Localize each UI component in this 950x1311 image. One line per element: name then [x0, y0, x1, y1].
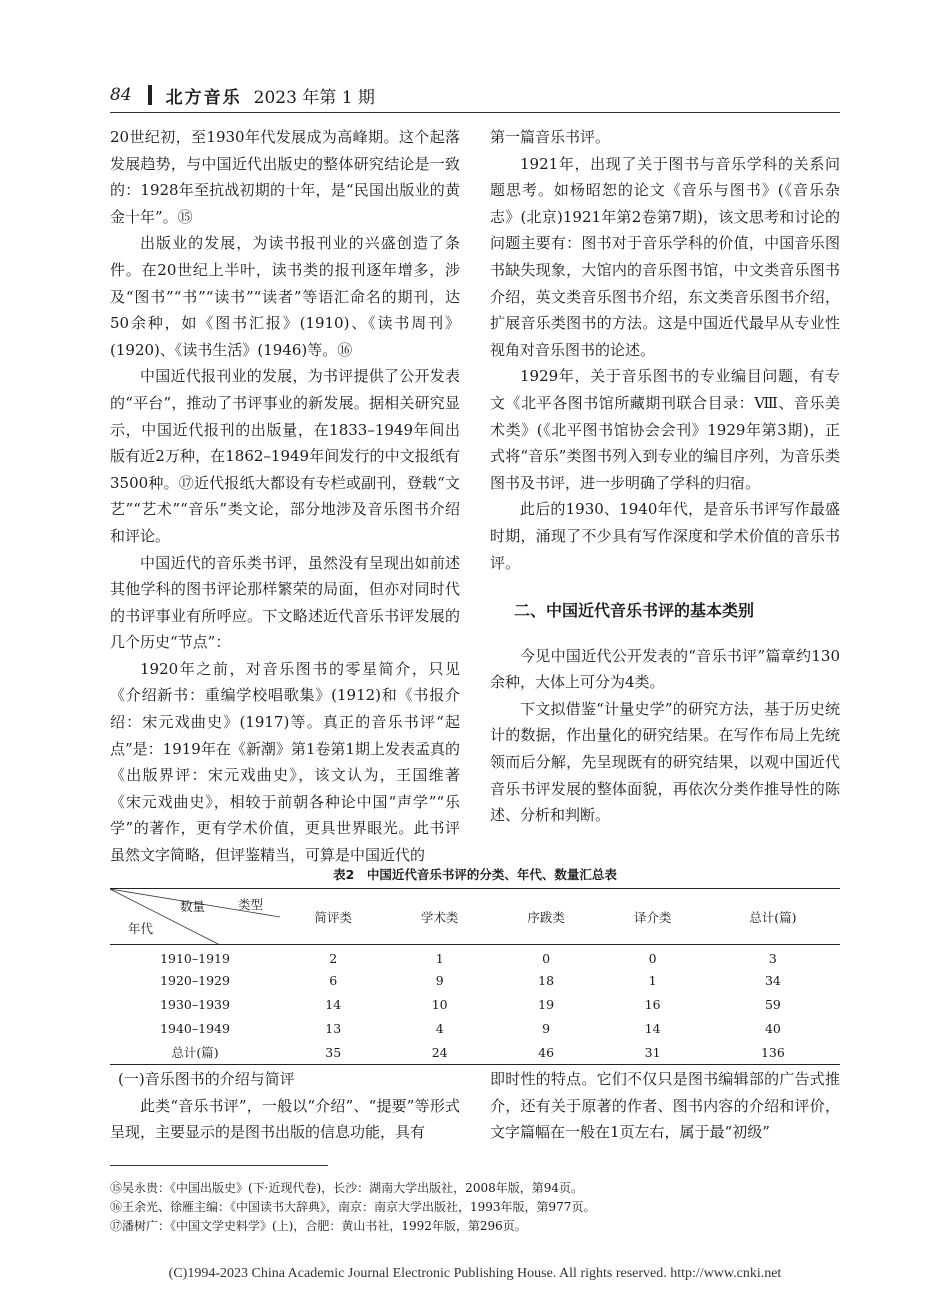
- journal-issue: 2023 年第 1 期: [253, 87, 375, 108]
- row-label: 总计(篇): [171, 1045, 219, 1061]
- corner-era-label: 年代: [128, 921, 154, 936]
- footnote: ⑯王余光、徐雁主编：《中国读书大辞典》，南京：南京大学出版社，1993年版，第977页。: [110, 1200, 596, 1214]
- right-column-upper: [490, 124, 840, 829]
- row-label: 1940–1949: [160, 1021, 230, 1036]
- corner-count-label: 数量: [180, 899, 206, 914]
- section-heading: 二、中国近代音乐书评的基本类别: [514, 601, 755, 621]
- paragraph: 今见中国近代公开发表的“音乐书评”篇章约130余种，大体上可分为4类。: [490, 646, 840, 692]
- paragraph: 1929年，关于音乐图书的专业编目问题，有专文《北平各图书馆所藏期刊联合目录：Ⅷ、音乐美术类》(《北平图书馆协会会刊》1929年第3期)，正式将“音乐”类图书列入到专业的编目序列，为音乐类图书及书评，进一步明确了学科的归宿。: [490, 367, 840, 492]
- table-cell: 24: [431, 1044, 448, 1060]
- column-header: 译介类: [633, 909, 672, 925]
- table-cell: 0: [648, 951, 657, 967]
- table-row: [110, 945, 840, 969]
- paragraph: 1921年，出现了关于图书与音乐学科的关系问题思考。如杨昭恕的论文《音乐与图书》(《音乐杂志》(北京)1921年第2卷第7期)，该文思考和讨论的问题主要有：图书对于音乐学科的价值，中国音乐图书缺失现象，大馆内的音乐图书馆，中文类音乐图书介绍，英文类音乐图书介绍，东文类音乐图书介绍，扩展音乐类图书的方法。这是中国近代最早从专业性视角对音乐图书的论述。: [490, 154, 840, 359]
- paragraph: 20世纪初，至1930年代发展成为高峰期。这个起落发展趋势，与中国近代出版史的整体研究结论是一致的：1928年至抗战初期的十年，是“民国出版业的黄金十年”。⑮: [110, 128, 460, 226]
- header-divider-bar: [148, 85, 152, 105]
- footnote: ⑰潘树广：《中国文学史料学》(上)，合肥：黄山书社，1992年版，第296页。: [110, 1219, 527, 1233]
- table-cell: 40: [764, 1021, 781, 1036]
- table-header-row: [110, 889, 840, 945]
- left-column-lower: [110, 1066, 460, 1146]
- table-cell: 31: [644, 1044, 661, 1060]
- paragraph: 中国近代的音乐类书评，虽然没有呈现出如前述其他学科的图书评论那样繁荣的局面，但亦对同时代的书评事业有所呼应。下文略述近代音乐书评发展的几个历史“节点”：: [110, 553, 460, 652]
- table-row: [110, 993, 840, 1017]
- subsection-heading: (一)音乐图书的介绍与简评: [118, 1070, 295, 1088]
- right-column-lower: [490, 1066, 840, 1146]
- paragraph: 下文拟借鉴“计量史学”的研究方法，基于历史统计的数据，作出量化的研究结果。在写作布局上先统领而后分解，先呈现既有的研究结果，以观中国近代音乐书评发展的整体面貌，再依次分类作推导性的陈述、分析和判断。: [490, 699, 840, 825]
- table-cell: 14: [325, 997, 342, 1012]
- table-row: [110, 969, 840, 993]
- table-cell: 1: [648, 973, 657, 988]
- row-label: 1920–1929: [160, 973, 230, 988]
- journal-name: 北方音乐: [165, 87, 242, 108]
- footnote: ⑮吴永贵：《中国出版史》(下·近现代卷)，长沙：湖南大学出版社，2008年版，第94页。: [110, 1181, 583, 1195]
- table-title: 表2 中国近代音乐书评的分类、年代、数量汇总表: [333, 867, 617, 882]
- corner-type-label: 类型: [238, 897, 264, 912]
- paragraph: 此后的1930、1940年代，是音乐书评写作最盛时期，涌现了不少具有写作深度和学术价值的音乐书评。: [490, 500, 840, 572]
- paragraph: 中国近代报刊业的发展，为书评提供了公开发表的“平台”，推动了书评事业的新发展。据相关研究显示，中国近代报刊的出版量，在1833–1949年间出版有近2万种，在1862–1949年间发行的中文报纸有3500种。⑰近代报纸大都设有专栏或副刊，登载“文艺”“艺术”“音乐”类文论，部分地涉及音乐图书介绍和评论。: [110, 367, 460, 545]
- diagonal-header-cell: [110, 889, 280, 945]
- table-cell: 59: [764, 997, 781, 1012]
- table-total-row: [110, 1041, 840, 1065]
- table-cell: 13: [325, 1021, 342, 1036]
- copyright-notice: (C)1994-2023 China Academic Journal Electronic Publishing House. All rights reserved. http://www.cnki.net: [168, 1266, 782, 1281]
- row-label: 1910–1919: [160, 951, 230, 967]
- table-cell: 46: [538, 1044, 555, 1060]
- paragraph: 1920年之前，对音乐图书的零星简介，只见《介绍新书：重编学校唱歌集》(1912)和《书报介绍：宋元戏曲史》(1917)等。真正的音乐书评“起点”是：1919年在《新潮》第1卷第1期上发表孟真的《出版界评：宋元戏曲史》，该文认为，王国维著《宋元戏曲史》，相较于前朝各种论中国“声学”“乐学”的著作，更有学术价值，更具世界眼光。此书评虽然文字简略，但评鉴精当，可算是中国近代的: [110, 659, 460, 865]
- paragraph: 此类“音乐书评”，一般以“介绍”、“提要”等形式呈现，主要显示的是图书出版的信息功能，具有: [110, 1096, 460, 1142]
- table-cell: 18: [538, 973, 555, 988]
- table-cell: 2: [329, 951, 338, 967]
- table-cell: 6: [329, 973, 338, 988]
- paragraph: 第一篇音乐书评。: [490, 128, 611, 146]
- left-column-upper: [110, 124, 460, 869]
- table-cell: 4: [435, 1021, 444, 1036]
- row-label: 1930–1939: [160, 997, 230, 1012]
- table-cell: 14: [644, 1021, 661, 1036]
- table-cell: 0: [542, 951, 551, 967]
- column-header: 总计(篇): [749, 909, 797, 925]
- table-cell: 10: [431, 997, 448, 1012]
- table-cell: 19: [538, 997, 555, 1012]
- table-cell: 1: [435, 951, 444, 967]
- table-cell: 16: [644, 997, 661, 1012]
- footnote-rule: [110, 1165, 328, 1166]
- table-cell: 35: [325, 1044, 342, 1060]
- table-cell: 34: [764, 973, 781, 988]
- summary-table: [110, 888, 840, 1065]
- paragraph: 即时性的特点。它们不仅只是图书编辑部的广告式推介，还有关于原著的作者、图书内容的介绍和评价，文字篇幅在一般在1页左右，属于最“初级”: [490, 1070, 840, 1142]
- header-rule: [110, 112, 840, 113]
- column-header: 简评类: [314, 909, 352, 925]
- table-cell: 3: [768, 951, 777, 967]
- table-cell: 136: [760, 1044, 785, 1060]
- paragraph: 出版业的发展，为读书报刊业的兴盛创造了条件。在20世纪上半叶，读书类的报刊逐年增多，涉及“图书”“书”“读书”“读者”等语汇命名的期刊，达50余种，如《图书汇报》(1910)、《读书周刊》(1920)、《读书生活》(1946)等。⑯: [110, 234, 460, 359]
- running-header: [110, 82, 840, 108]
- column-header: 学术类: [420, 909, 459, 925]
- table-cell: 9: [435, 973, 444, 988]
- table-row: [110, 1017, 840, 1041]
- column-header: 序跋类: [527, 909, 565, 925]
- table-cell: 9: [542, 1021, 551, 1036]
- page-number: 84: [110, 85, 132, 105]
